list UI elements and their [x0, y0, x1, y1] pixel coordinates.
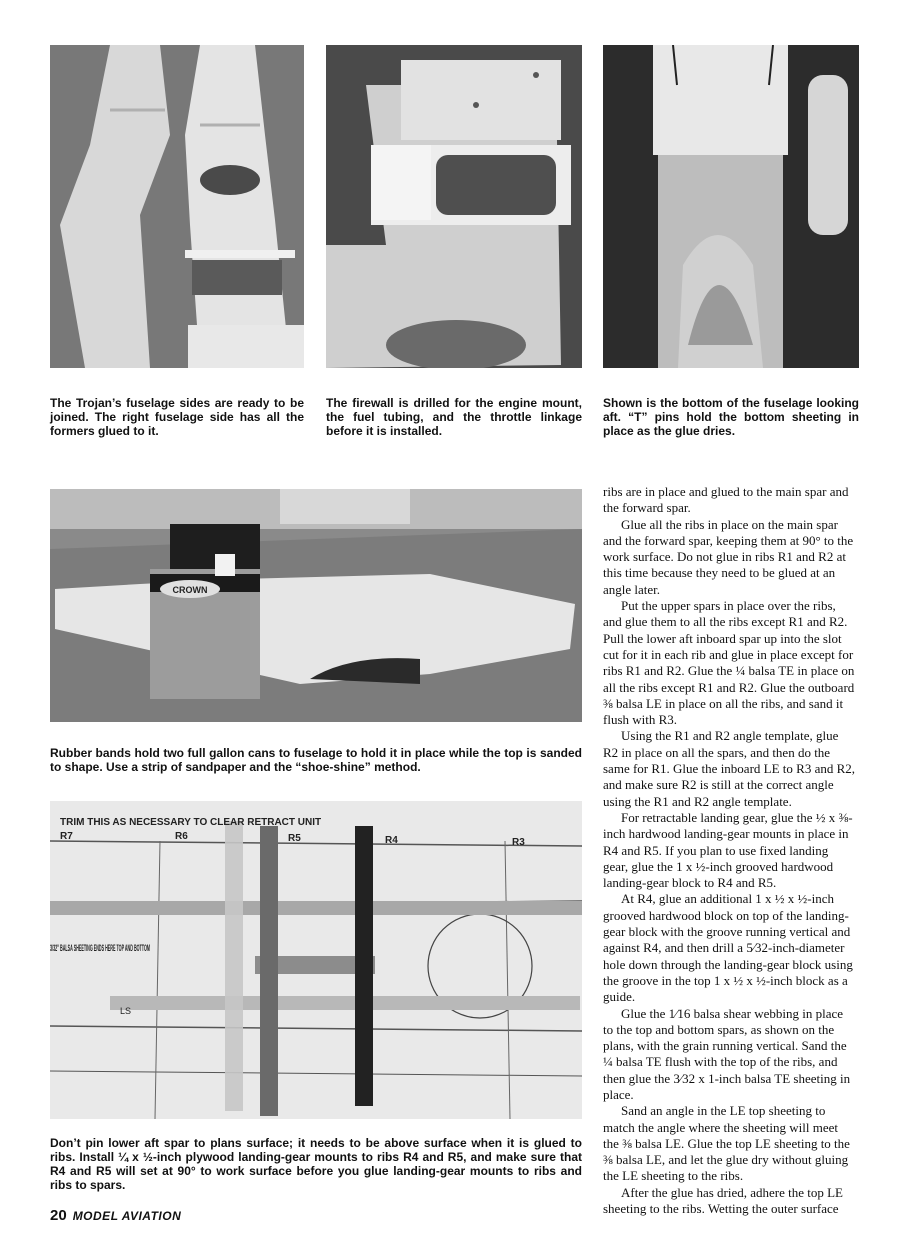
- photo-gallon-cans: [50, 489, 582, 722]
- article-paragraph: After the glue has dried, adhere the top LE sheeting to the ribs. Wetting the outer surface: [603, 1184, 843, 1217]
- page-footer: [50, 1207, 181, 1224]
- caption-fuselage-sides: The Trojan’s fuselage sides are ready to be joined. The right fuselage side has all the formers glued to it.: [50, 396, 304, 438]
- photo-fuselage-sides: [50, 45, 304, 368]
- article-paragraph: Sand an angle in the LE top sheeting to match the angle where the sheeting will meet the ⅜ balsa LE. Glue the top LE sheeting to the ⅜ balsa LE, and let the glue dry without gluing the LE sheeting to the ribs.: [603, 1103, 850, 1184]
- photo-firewall: [326, 45, 582, 368]
- article-paragraph: ribs are in place and glued to the main spar and the forward spar.: [603, 484, 849, 516]
- caption-firewall: The firewall is drilled for the engine mount, the fuel tubing, and the throttle linkage before it is installed.: [326, 396, 582, 438]
- magazine-name: MODEL AVIATION: [72, 1209, 182, 1223]
- article-paragraph: Using the R1 and R2 angle template, glue R2 in place on all the spars, and then do the same for R1. Glue the inboard LE to R3 and R2, and make sure R2 is still at the correct angle using the R1 and R2 angle template.: [603, 728, 856, 809]
- caption-fuselage-bottom: Shown is the bottom of the fuselage looking aft. “T” pins hold the bottom sheeting in place as the glue dries.: [603, 396, 859, 438]
- can-brand-label: CROWN: [172, 585, 208, 595]
- page-number: 20: [50, 1207, 67, 1224]
- article-paragraph: Put the upper spars in place over the ribs, and glue them to all the ribs except R1 and R2. Pull the lower aft inboard spar up into the slot cut for it in each rib and glue in place except for ribs R1 and R2. Glue the ¼ balsa TE in place on all the ribs except R1 and R2. Glue the outboard ⅜ balsa LE in place on all the ribs, and sand it flush with R3.: [603, 598, 855, 728]
- article-paragraph: At R4, glue an additional 1 x ½ x ½-inch grooved hardwood block on top of the landing-gear block with the groove running vertical and against R4, and then drill a 5⁄32-inch-diameter hole down through the landing-gear block using the groove in the top 1 x ½ x ½-inch block as a guide.: [603, 891, 853, 1005]
- rib-label-r4: R4: [385, 835, 398, 846]
- photo-fuselage-bottom: [603, 45, 859, 368]
- caption-wing-on-plans: Don’t pin lower aft spar to plans surface; it needs to be above surface when it is glued to ribs. Install ¼ x ½-inch plywood landing-gear mounts to ribs R4 and R5, and make sure that R4 and R5 will set at 90° to work surface before you glue landing-gear mounts to ribs and ribs to spars.: [50, 1136, 582, 1192]
- article-body: [603, 484, 855, 1217]
- caption-gallon-cans: Rubber bands hold two full gallon cans to fuselage to hold it in place while the top is sanded to shape. Use a strip of sandpaper and the “shoe-shine” method.: [50, 746, 582, 774]
- plan-mark-ls: LS: [120, 1006, 132, 1016]
- rib-label-r6: R6: [175, 831, 188, 842]
- plan-note-sheeting: 3/32" BALSA SHEETING ENDS HERE TOP AND BOTTOM: [50, 943, 150, 953]
- photo-wing-on-plans: [50, 801, 582, 1119]
- article-paragraph: Glue the 1⁄16 balsa shear webbing in place to the top and bottom spars, as shown on the plans, with the grain running vertical. Sand the ¼ balsa TE flush with the top of the ribs, and then glue the 3⁄32 x 1-inch balsa TE sheeting in place.: [603, 1005, 851, 1102]
- plan-note-trim: TRIM THIS AS NECESSARY TO CLEAR RETRACT UNIT: [60, 817, 322, 828]
- rib-label-r7: R7: [60, 831, 73, 842]
- rib-label-r3: R3: [512, 837, 525, 848]
- article-paragraph: For retractable landing gear, glue the ½ x ⅜-inch hardwood landing-gear mounts in place in R4 and R5. If you plan to use fixed landing gear, glue the 1 x ½-inch grooved hardwood landing-gear block to R4 and R5.: [603, 809, 853, 891]
- rib-label-r5: R5: [288, 833, 301, 844]
- article-paragraph: Glue all the ribs in place on the main spar and the forward spar, keeping them at 90° to the work surface. Do not glue in ribs R1 and R2 at this time because they need to be glued at an angle later.: [603, 516, 854, 597]
